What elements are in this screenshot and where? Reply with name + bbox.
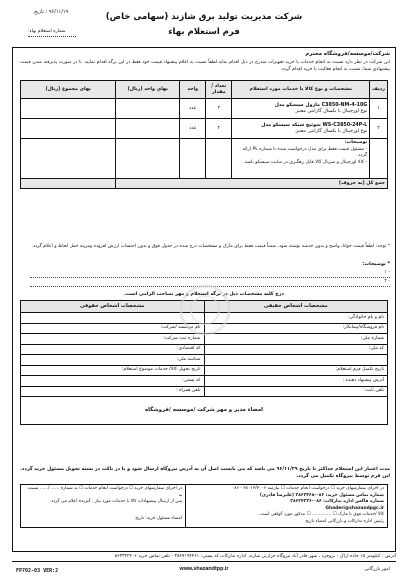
notes-line: - مسئول قیمت فقط برای مدل درخواست شده با شماره PL ارائه گردد. bbox=[242, 146, 368, 159]
brand-approval-line: کالا /خدمات فوق با مارک ☐ .............. ☐ مذکور مورد گواهی است. bbox=[258, 512, 384, 518]
office-use-right bbox=[186, 485, 388, 528]
item-qty: ۲ bbox=[206, 99, 232, 119]
row-number: ۱ bbox=[370, 99, 388, 119]
total-label: جمع کل (به حروف) bbox=[116, 179, 388, 189]
table-row bbox=[21, 386, 388, 397]
buyer-signature-line: امضاء مسئول خرید: تاریخ bbox=[135, 515, 183, 521]
item-unit: عدد bbox=[180, 119, 206, 139]
company-name: شرکت مدیریت تولید برق شازند (سهامی خاص) bbox=[105, 12, 303, 22]
table-row bbox=[21, 119, 388, 139]
recipient-title: شرکت/موسسه/فروشگاه محترم bbox=[305, 51, 390, 57]
total-price-field[interactable] bbox=[21, 99, 116, 119]
unit-price-field[interactable] bbox=[116, 99, 180, 119]
explanation-line[interactable]: - ۲ bbox=[30, 279, 390, 287]
form-date: ۹۶/۱۱/۱۹ : تاریخ bbox=[34, 9, 69, 15]
footer-address: آدرس : کیلومتر ۱۵ جاده اراک - بروجرد ، شهر قادر آباد نیروگاه حرارتی شازند. اداره تدارکات کد پستی: ۳۸۶۷۱۹۴۴۶۱ - تلفن تماس خرید ۸۶۳۳۴۲۴۰۶ bbox=[12, 554, 396, 562]
total-price-field[interactable] bbox=[21, 119, 116, 139]
notes-row bbox=[21, 139, 388, 179]
mobile-field[interactable]: تلفن همراه : bbox=[21, 386, 205, 397]
natural-field[interactable]: شماره ملی: bbox=[204, 334, 388, 345]
header-row-number: ردیف bbox=[370, 81, 388, 99]
explanations-label: * توضیحات: bbox=[362, 262, 390, 267]
row-number: ۲ bbox=[370, 119, 388, 139]
form-code: FP702-03 VER:2 bbox=[16, 568, 59, 574]
office-use-table bbox=[20, 484, 388, 528]
notes-cell bbox=[232, 139, 370, 179]
items-header-row bbox=[21, 81, 388, 99]
header-unit-price: بهای واحد (ریال) bbox=[116, 81, 180, 99]
office-line: در اجرای سفارشهای خرید ☐ درخواست انجام خدمات ☐ به شماره ...... /...... نسبت به bbox=[27, 486, 183, 498]
item-spec-model: ماژول سیسکو مدل C3850-NM-4-10G bbox=[274, 102, 368, 108]
buyer-phone: شماره تماس مسئول خرید: ۰۸۶-۳۸۶۲۴۶۸ (علیرضا قادری) bbox=[259, 492, 384, 498]
table-row bbox=[21, 323, 388, 334]
table-row bbox=[21, 334, 388, 345]
party-header-row bbox=[21, 301, 388, 313]
delivery-date-field[interactable]: تاریخ تحویل کالا/ خدمات موضوع استعلام: bbox=[21, 365, 205, 376]
unit-price-field[interactable] bbox=[116, 119, 180, 139]
postal-code-field[interactable]: کد پستی: bbox=[21, 376, 205, 387]
fill-date-field[interactable]: تاریخ تکمیل فرم استعلام: bbox=[204, 365, 388, 376]
intro-text: این شرکت در نظر دارد نسبت به انجام خدمات یا خرید تجهیزات مندرج در ذیل اقدام نماید.لطفاً نسبت به اعلام پیشنهاد قیمت خود فقط در این برگه اقدام نمایید. تا در صورت پذیرفته شدن قیمت پیشنهادی شما، نسبت به انجام فعالیت یا خرید اقدام گردد. bbox=[20, 60, 390, 73]
inquiry-number-field[interactable] bbox=[28, 36, 76, 37]
form-title: فرم استعلام بهاء bbox=[168, 27, 240, 37]
item-spec-detail: نوع اورجینال با یکسال گارانتی معتبر bbox=[295, 128, 368, 134]
office-use-left bbox=[21, 485, 186, 528]
mandatory-fill-note: درج کلیه مشخصات ذیل در برگه استعلام و مهر تصاحب الزامی است. bbox=[124, 292, 284, 297]
table-row bbox=[21, 376, 388, 387]
item-spec bbox=[232, 99, 370, 119]
department-mark: امور بازرگانی bbox=[364, 567, 390, 572]
natural-field[interactable]: نام و نام خانوادگی: bbox=[204, 313, 388, 324]
table-row bbox=[21, 344, 388, 355]
notes-line: - کالا اورجینال و سریال کالا قابل رهگیری در سایت سیسکو باشد. bbox=[243, 159, 368, 165]
office-line: پس از ارسال پیشنهادات کالا یا خدمات مورد نیاز ، گیرنده اعلام می گردد. bbox=[49, 499, 183, 505]
legal-entity-header: مشخصات اشخاص حقوقی bbox=[21, 301, 205, 313]
phone-field[interactable]: تلفن ثابت: bbox=[204, 386, 388, 397]
table-row bbox=[21, 365, 388, 376]
table-row bbox=[21, 355, 388, 366]
explanation-line[interactable]: - ۱ bbox=[30, 270, 390, 278]
proposer-address-field[interactable]: آدرس پیشنهاد دهنده : bbox=[204, 376, 388, 387]
items-table bbox=[20, 80, 388, 189]
website-link[interactable]: www.shazandtpp.ir bbox=[179, 566, 229, 572]
legal-field[interactable]: شناسه ملی: bbox=[21, 355, 205, 366]
natural-person-header: مشخصات اشخاص حقیقی bbox=[204, 301, 388, 313]
table-row bbox=[21, 99, 388, 119]
table-row bbox=[21, 313, 388, 324]
header-spec: مشخصات و نوع کالا یا خدمات مورد استعلام bbox=[232, 81, 370, 99]
validity-deadline-note: مدت اعتبار این استعلام حداکثر تا تاریخ ۹۶/۱۱/۲۹ می باشد که می بایست اصل آن به آدرس نیروگاه ارسال شود و یا در باکت در بسته تحویل مسئول خرید گردد. این فرم توسط نیروگاه تکمیل می گردد. bbox=[20, 467, 390, 480]
party-details-table bbox=[20, 300, 388, 425]
total-row bbox=[21, 179, 388, 189]
item-qty: ۲ bbox=[206, 119, 232, 139]
header-qty: تعداد / مقدار bbox=[206, 81, 232, 99]
item-spec-model: سوئیچ شبکه سیسکو مدل WS-C3850-24P-L bbox=[261, 122, 368, 128]
legal-field[interactable]: شماره ثبت شرکت: bbox=[21, 334, 205, 345]
buyer-email[interactable]: Ghaderi@shazandpgc.ir bbox=[325, 505, 384, 511]
header-unit: واحد bbox=[180, 81, 206, 99]
natural-field[interactable]: نام فروشگاه/پیمانکار: bbox=[204, 323, 388, 334]
office-line: در اجرای سفارشهای خرید ☐ درخواست انجام خدمات ☐ نیازمند ۳۸۰۱۳/۳۰۰۶ - ۰۸۶ bbox=[231, 486, 384, 491]
head-signature-line: رئیس اداره تدارکات و بازرگانی امضاء تاریخ bbox=[305, 519, 384, 525]
item-spec-detail: نوع اورجینال با یکسال گارانتی معتبر bbox=[295, 108, 368, 114]
natural-field[interactable] bbox=[204, 355, 388, 366]
signature-field[interactable]: امضاء مدیر و مهر شرکت /موسسه /فروشگاه bbox=[21, 397, 388, 425]
inquiry-number-label: شماره استعلام بهاء: bbox=[28, 29, 66, 34]
item-spec bbox=[232, 119, 370, 139]
price-note: * توجه: لطفاً قیمت خوانا، واضح و بدون خدشه نوشته شود، ضمناً قیمت فقط برای مارک و مشخصات درج شده در جدول فوق و بدون احتساب ارزش افزوده ومزینه حمل لحاظ و اعلام گردد. bbox=[31, 244, 390, 249]
procurement-fax: شماره فاکس اداره تدارکات: ۰۸۶-۳۸۶۲۴۳۲۶ bbox=[290, 499, 384, 505]
item-unit: عدد bbox=[180, 99, 206, 119]
notes-label: توضیحات: bbox=[344, 140, 368, 145]
legal-field[interactable] bbox=[21, 313, 205, 324]
grand-total-field[interactable] bbox=[21, 179, 116, 189]
legal-field[interactable]: کد اقتصادی: bbox=[21, 344, 205, 355]
header-total-price: بهای مجموع (ریال) bbox=[21, 81, 116, 99]
legal-field[interactable]: نام موسسه /شرکت: bbox=[21, 323, 205, 334]
natural-field[interactable]: کد ملی: bbox=[204, 344, 388, 355]
signature-row bbox=[21, 397, 388, 425]
